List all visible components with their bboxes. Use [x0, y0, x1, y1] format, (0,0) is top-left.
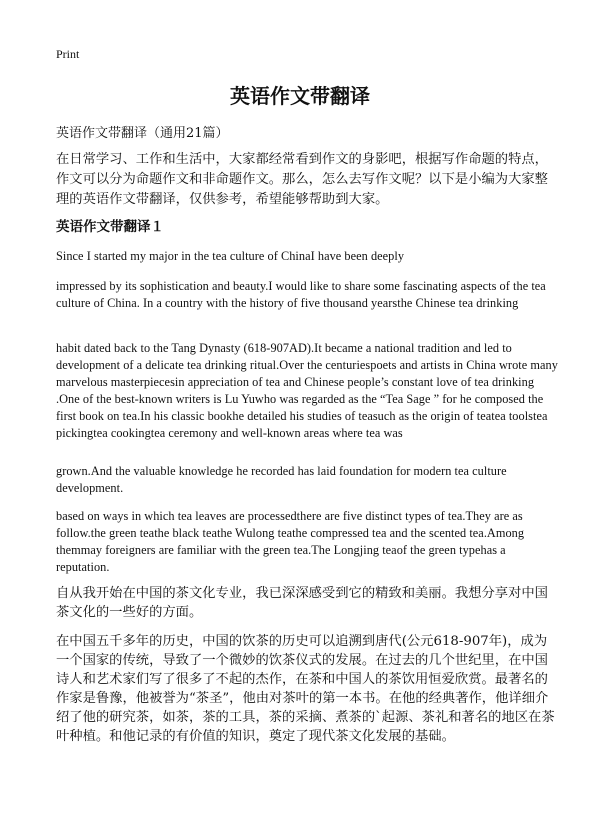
print-label[interactable]: Print	[56, 47, 80, 61]
section-heading: 英语作文带翻译１	[56, 219, 164, 235]
chinese-paragraph: 自从我开始在中国的茶文化专业，我已深深感受到它的精致和美丽。我想分享对中国茶文化的一些好的方面。	[56, 586, 548, 620]
english-paragraph: grown.And the valuable knowledge he recorded has laid foundation for modern tea culture development.	[56, 464, 507, 495]
chinese-paragraph: 在中国五千多年的历史，中国的饮茶的历史可以追溯到唐代(公元618-907年)，成为一个国家的传统，导致了一个微妙的饮茶仪式的发展。在过去的几个世纪里，在中国诗人和艺术家们写了很多了不起的杰作，在茶和中国人的茶饮用恒爱欣赏。最著名的作家是鲁豫，他被誉为“茶圣”，他由对茶叶的第一本书。在他的经典著作，他详细介绍了他的研究茶，如茶，茶的工具，茶的采摘、煮茶的`起源、茶礼和著名的地区在茶叶种植。和他记录的有价值的知识，奠定了现代茶文化发展的基础。	[56, 634, 555, 744]
english-paragraph: habit dated back to the Tang Dynasty (618-907AD).It became a national tradition and led to development of a delicate tea drinking ritual.Over the centuriespoets and artists in China wrote many marvelous masterpiecesin appreciation of tea and Chinese people’s constant love of tea drinking .One of the best-known writers is Lu Yuwho was regarded as the “Tea Sage ” for he composed the first book on tea.In his classic bookhe detailed his studies of teasuch as the origin of teatea toolstea pickingtea cookingtea ceremony and well-known areas where tea was	[56, 341, 558, 440]
intro-paragraph: 在日常学习、工作和生活中，大家都经常看到作文的身影吧，根据写作命题的特点，作文可以分为命题作文和非命题作文。那么，怎么去写作文呢？以下是小编为大家整理的英语作文带翻译，仅供参考，希望能够帮助到大家。	[56, 152, 548, 207]
document-subtitle: 英语作文带翻译（通用21篇）	[56, 126, 229, 141]
page-title: 英语作文带翻译	[230, 84, 370, 108]
english-paragraph: Since I started my major in the tea culture of ChinaI have been deeply	[56, 249, 405, 263]
english-paragraph: based on ways in which tea leaves are processedthere are five distinct types of tea.They are as follow.the green teathe black teathe Wulong teathe compressed tea and the scented tea.Among themmay foreigners are familiar with the green tea.The Longjing teaof the green typehas a reputation.	[56, 509, 525, 574]
english-paragraph: impressed by its sophistication and beauty.I would like to share some fascinating aspects of the tea culture of China. In a country with the history of five thousand yearsthe Chinese tea drinking	[56, 279, 546, 310]
